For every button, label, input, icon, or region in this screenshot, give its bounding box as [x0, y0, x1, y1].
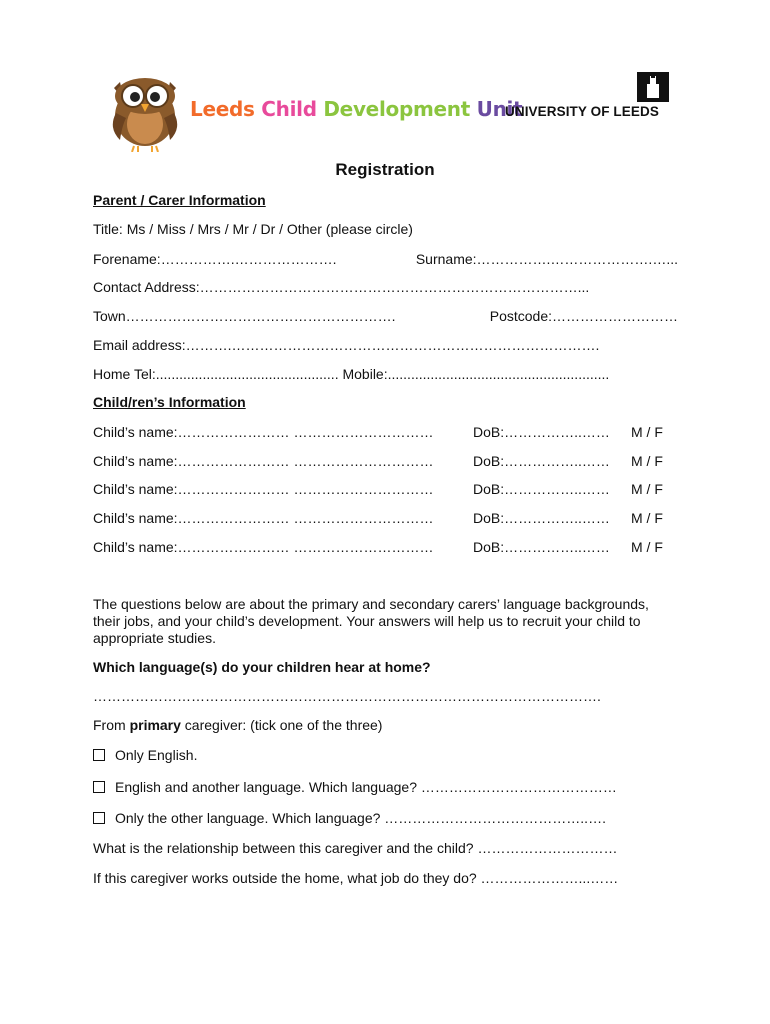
- option-label: Only English.: [115, 747, 198, 763]
- child-row: [93, 452, 678, 470]
- primary-suffix: caregiver: (tick one of the three): [180, 717, 383, 733]
- postcode-field[interactable]: Postcode:………………………: [489, 308, 678, 324]
- child-sex-field[interactable]: M / F: [631, 539, 663, 555]
- forename-field[interactable]: Forename:…………….………………….: [93, 251, 337, 267]
- surname-field[interactable]: Surname:…………….………………….…...: [415, 251, 678, 267]
- child-sex-field[interactable]: M / F: [631, 481, 663, 497]
- checkbox[interactable]: [93, 781, 105, 793]
- child-sex-field[interactable]: M / F: [631, 510, 663, 526]
- primary-bold: primary: [129, 717, 181, 733]
- language-question: Which language(s) do your children hear at home?: [93, 659, 431, 675]
- child-name-field[interactable]: Child’s name:…………………… …………………………: [93, 453, 434, 469]
- option-label: English and another language. Which language? ……………………………………: [115, 779, 617, 795]
- phone-field[interactable]: Home Tel:............................................... Mobile:.........................................................: [93, 366, 610, 382]
- child-sex-field[interactable]: M / F: [631, 453, 663, 469]
- language-answer-field[interactable]: ……………………………………………………………………………………………….: [93, 688, 601, 704]
- town-row: [93, 307, 678, 325]
- email-field[interactable]: Email address:……….…………………………………………………………………….: [93, 337, 600, 353]
- title-field[interactable]: Title: Ms / Miss / Mrs / Mr / Dr / Other (please circle): [93, 221, 413, 237]
- primary-caregiver-prompt: [93, 716, 678, 734]
- owl-logo-icon: [100, 68, 190, 152]
- child-name-field[interactable]: Child’s name:…………………… …………………………: [93, 510, 434, 526]
- child-row: [93, 480, 678, 498]
- town-field[interactable]: Town………………………………………………….: [93, 308, 396, 324]
- child-name-field[interactable]: Child’s name:…………………… …………………………: [93, 424, 434, 440]
- name-row: [93, 250, 678, 268]
- child-dob-field[interactable]: DoB:……………..……: [473, 539, 610, 555]
- child-dob-field[interactable]: DoB:……………..……: [473, 453, 610, 469]
- university-crest-icon: [637, 72, 669, 102]
- unit-name-development: Development: [323, 97, 477, 121]
- university-name: UNIVERSITY OF LEEDS: [505, 104, 659, 119]
- checkbox[interactable]: [93, 749, 105, 761]
- child-dob-field[interactable]: DoB:……………..……: [473, 424, 610, 440]
- relationship-field[interactable]: What is the relationship between this caregiver and the child? …………………………: [93, 840, 618, 856]
- option-english-and-other: [93, 778, 678, 796]
- option-label: Only the other language. Which language? ……………………………………..….: [115, 810, 606, 826]
- child-name-field[interactable]: Child’s name:…………………… …………………………: [93, 481, 434, 497]
- child-dob-field[interactable]: DoB:……………..……: [473, 481, 610, 497]
- child-row: [93, 423, 678, 441]
- primary-prefix: From: [93, 717, 130, 733]
- child-dob-field[interactable]: DoB:……………..……: [473, 510, 610, 526]
- child-sex-field[interactable]: M / F: [631, 424, 663, 440]
- checkbox[interactable]: [93, 812, 105, 824]
- option-only-other: [93, 809, 678, 827]
- child-row: [93, 538, 678, 556]
- children-heading: Child/ren’s Information: [93, 394, 246, 410]
- child-name-field[interactable]: Child’s name:…………………… …………………………: [93, 539, 434, 555]
- intro-paragraph: The questions below are about the primary and secondary carers’ language backgrounds, their jobs, and your child’s development. Your answers will help us to recruit your child to appropriate studies.: [93, 596, 649, 646]
- unit-name-unit: Unit: [476, 97, 523, 121]
- job-field[interactable]: If this caregiver works outside the home, what job do they do? …………………...……: [93, 870, 619, 886]
- page-title: Registration: [335, 160, 435, 179]
- unit-name-leeds: Leeds: [190, 97, 262, 121]
- parent-heading: Parent / Carer Information: [93, 192, 266, 208]
- unit-name: [190, 97, 522, 121]
- option-only-english: [93, 746, 678, 764]
- child-row: [93, 509, 678, 527]
- contact-address-field[interactable]: Contact Address:………………………………………………………………………...: [93, 279, 590, 295]
- unit-name-child: Child: [261, 97, 324, 121]
